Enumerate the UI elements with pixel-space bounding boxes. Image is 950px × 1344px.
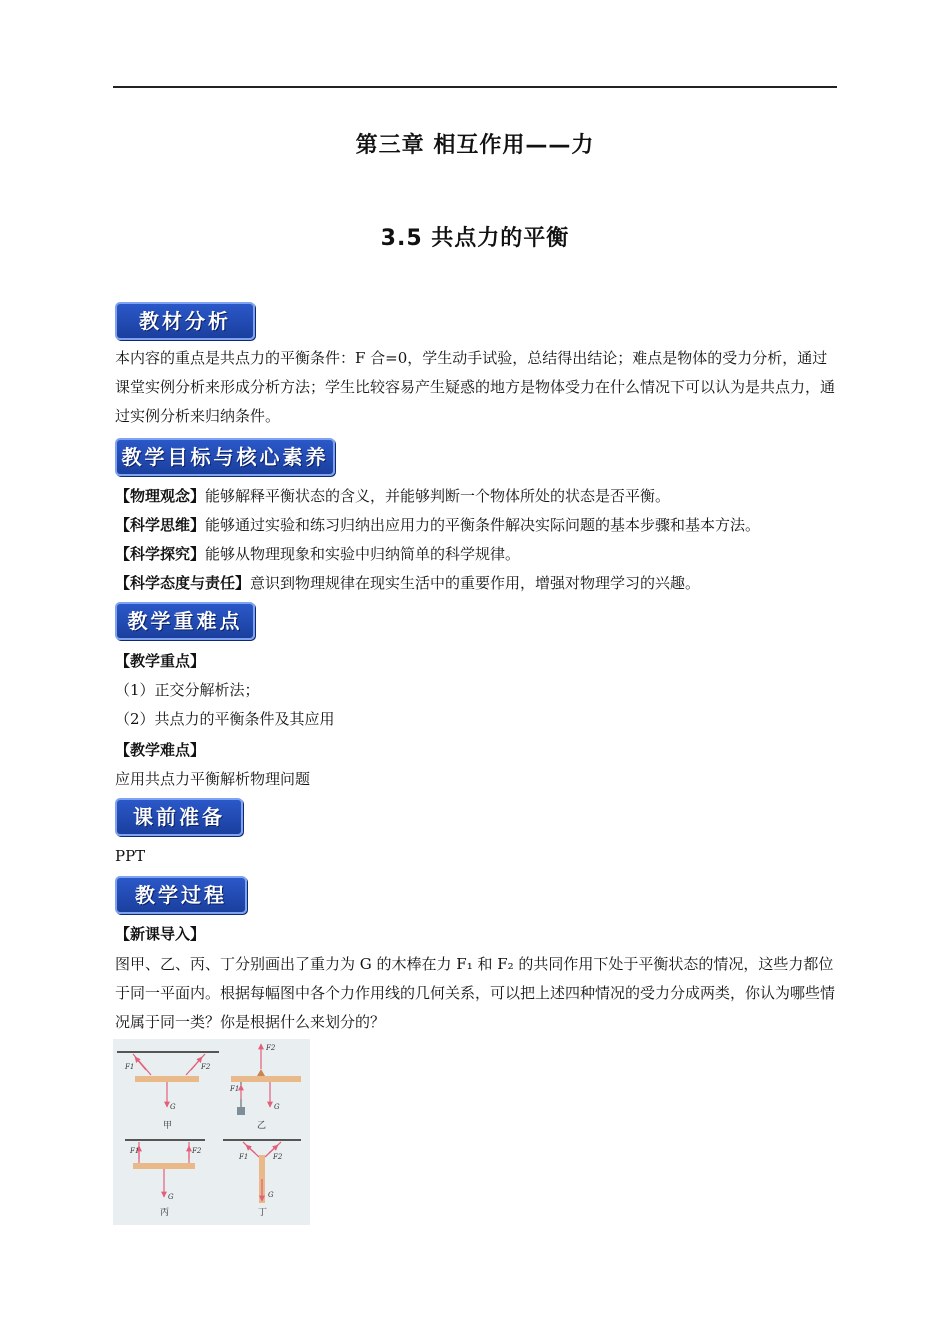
intro-label: 【新课导入】	[115, 925, 206, 943]
badge-key-points: 教学重难点	[115, 602, 255, 640]
force-arrow-f1	[246, 1145, 255, 1153]
caption-bing: 丙	[160, 1208, 170, 1218]
force-arrow-f2	[269, 1145, 278, 1153]
objective-label: 【物理观念】	[115, 487, 206, 505]
badge-analysis: 教材分析	[115, 302, 255, 340]
label-g: G	[268, 1191, 274, 1199]
force-diagrams	[113, 1039, 310, 1225]
label-f2: F2	[201, 1063, 211, 1071]
label-f2: F2	[266, 1044, 276, 1052]
key-label: 【教学重点】	[115, 652, 206, 670]
analysis-text: 本内容的重点是共点力的平衡条件：F 合=0，学生动手试验，总结得出结论；难点是物体的受力分析，通过课堂实例分析来形成分析方法；学生比较容易产生疑惑的地方是物体受力在什么情况下可以认为是共点力，通过实例分析来归纳条件。	[115, 349, 836, 425]
label-g: G	[170, 1103, 176, 1111]
label-g: G	[168, 1193, 174, 1201]
difficulty-text: 应用共点力平衡解析物理问题	[115, 770, 311, 788]
panel-ding	[223, 1140, 301, 1218]
caption-yi: 乙	[257, 1121, 267, 1131]
objective-label: 【科学态度与责任】	[115, 574, 251, 592]
objective-text: 能够解释平衡状态的含义，并能够判断一个物体所处的状态是否平衡。	[205, 487, 671, 505]
badge-objectives: 教学目标与核心素养	[115, 438, 335, 476]
panel-bing	[125, 1140, 205, 1218]
label-f2: F2	[192, 1147, 202, 1155]
caption-ding: 丁	[258, 1208, 268, 1218]
key-item: （1）正交分解析法；	[115, 681, 260, 699]
chapter-title: 第三章 相互作用——力	[355, 133, 595, 158]
header-rule	[113, 86, 837, 88]
objective-item	[115, 515, 837, 535]
preparation-text: PPT	[115, 847, 146, 865]
objective-text: 能够通过实验和练习归纳出应用力的平衡条件解决实际问题的基本步骤和基本方法。	[205, 516, 761, 534]
objective-item	[115, 544, 837, 564]
wooden-beam	[133, 1163, 195, 1169]
label-g: G	[274, 1103, 280, 1111]
label-f1: F1	[130, 1147, 140, 1155]
pivot	[257, 1069, 265, 1076]
force-diagram-figure	[113, 1039, 310, 1225]
label-f1: F1	[230, 1085, 240, 1093]
wooden-beam	[135, 1076, 199, 1082]
badge-preparation: 课前准备	[115, 798, 243, 836]
objective-text: 能够从物理现象和实验中归纳简单的科学规律。	[205, 545, 521, 563]
intro-text: 图甲、乙、丙、丁分别画出了重力为 G 的木棒在力 F₁ 和 F₂ 的共同作用下处于平衡状态的情况，这些力都位于同一平面内。根据每幅图中各个力作用线的几何关系，可以把上述四种情况的受力分成两类，你认为哪些情况属于同一类？你是根据什么来划分的？	[115, 955, 836, 1031]
wooden-beam	[231, 1076, 301, 1082]
objective-item	[115, 573, 837, 593]
objective-text: 意识到物理规律在现实生活中的重要作用，增强对物理学习的兴趣。	[250, 574, 701, 592]
badge-process: 教学过程	[115, 876, 247, 914]
section-title: 3.5 共点力的平衡	[380, 226, 570, 251]
key-item: （2）共点力的平衡条件及其应用	[115, 710, 335, 728]
difficulty-label: 【教学难点】	[115, 741, 206, 759]
panel-jia	[117, 1052, 219, 1131]
label-f2: F2	[273, 1153, 283, 1161]
panel-yi	[229, 1044, 301, 1131]
objective-label: 【科学探究】	[115, 545, 206, 563]
objective-item	[115, 486, 837, 506]
objective-label: 【科学思维】	[115, 516, 206, 534]
caption-jia: 甲	[163, 1121, 173, 1131]
force-arrow-f1	[135, 1057, 146, 1070]
label-f1: F1	[125, 1063, 135, 1071]
hanging-weight	[237, 1107, 245, 1115]
label-f1: F1	[239, 1153, 249, 1161]
